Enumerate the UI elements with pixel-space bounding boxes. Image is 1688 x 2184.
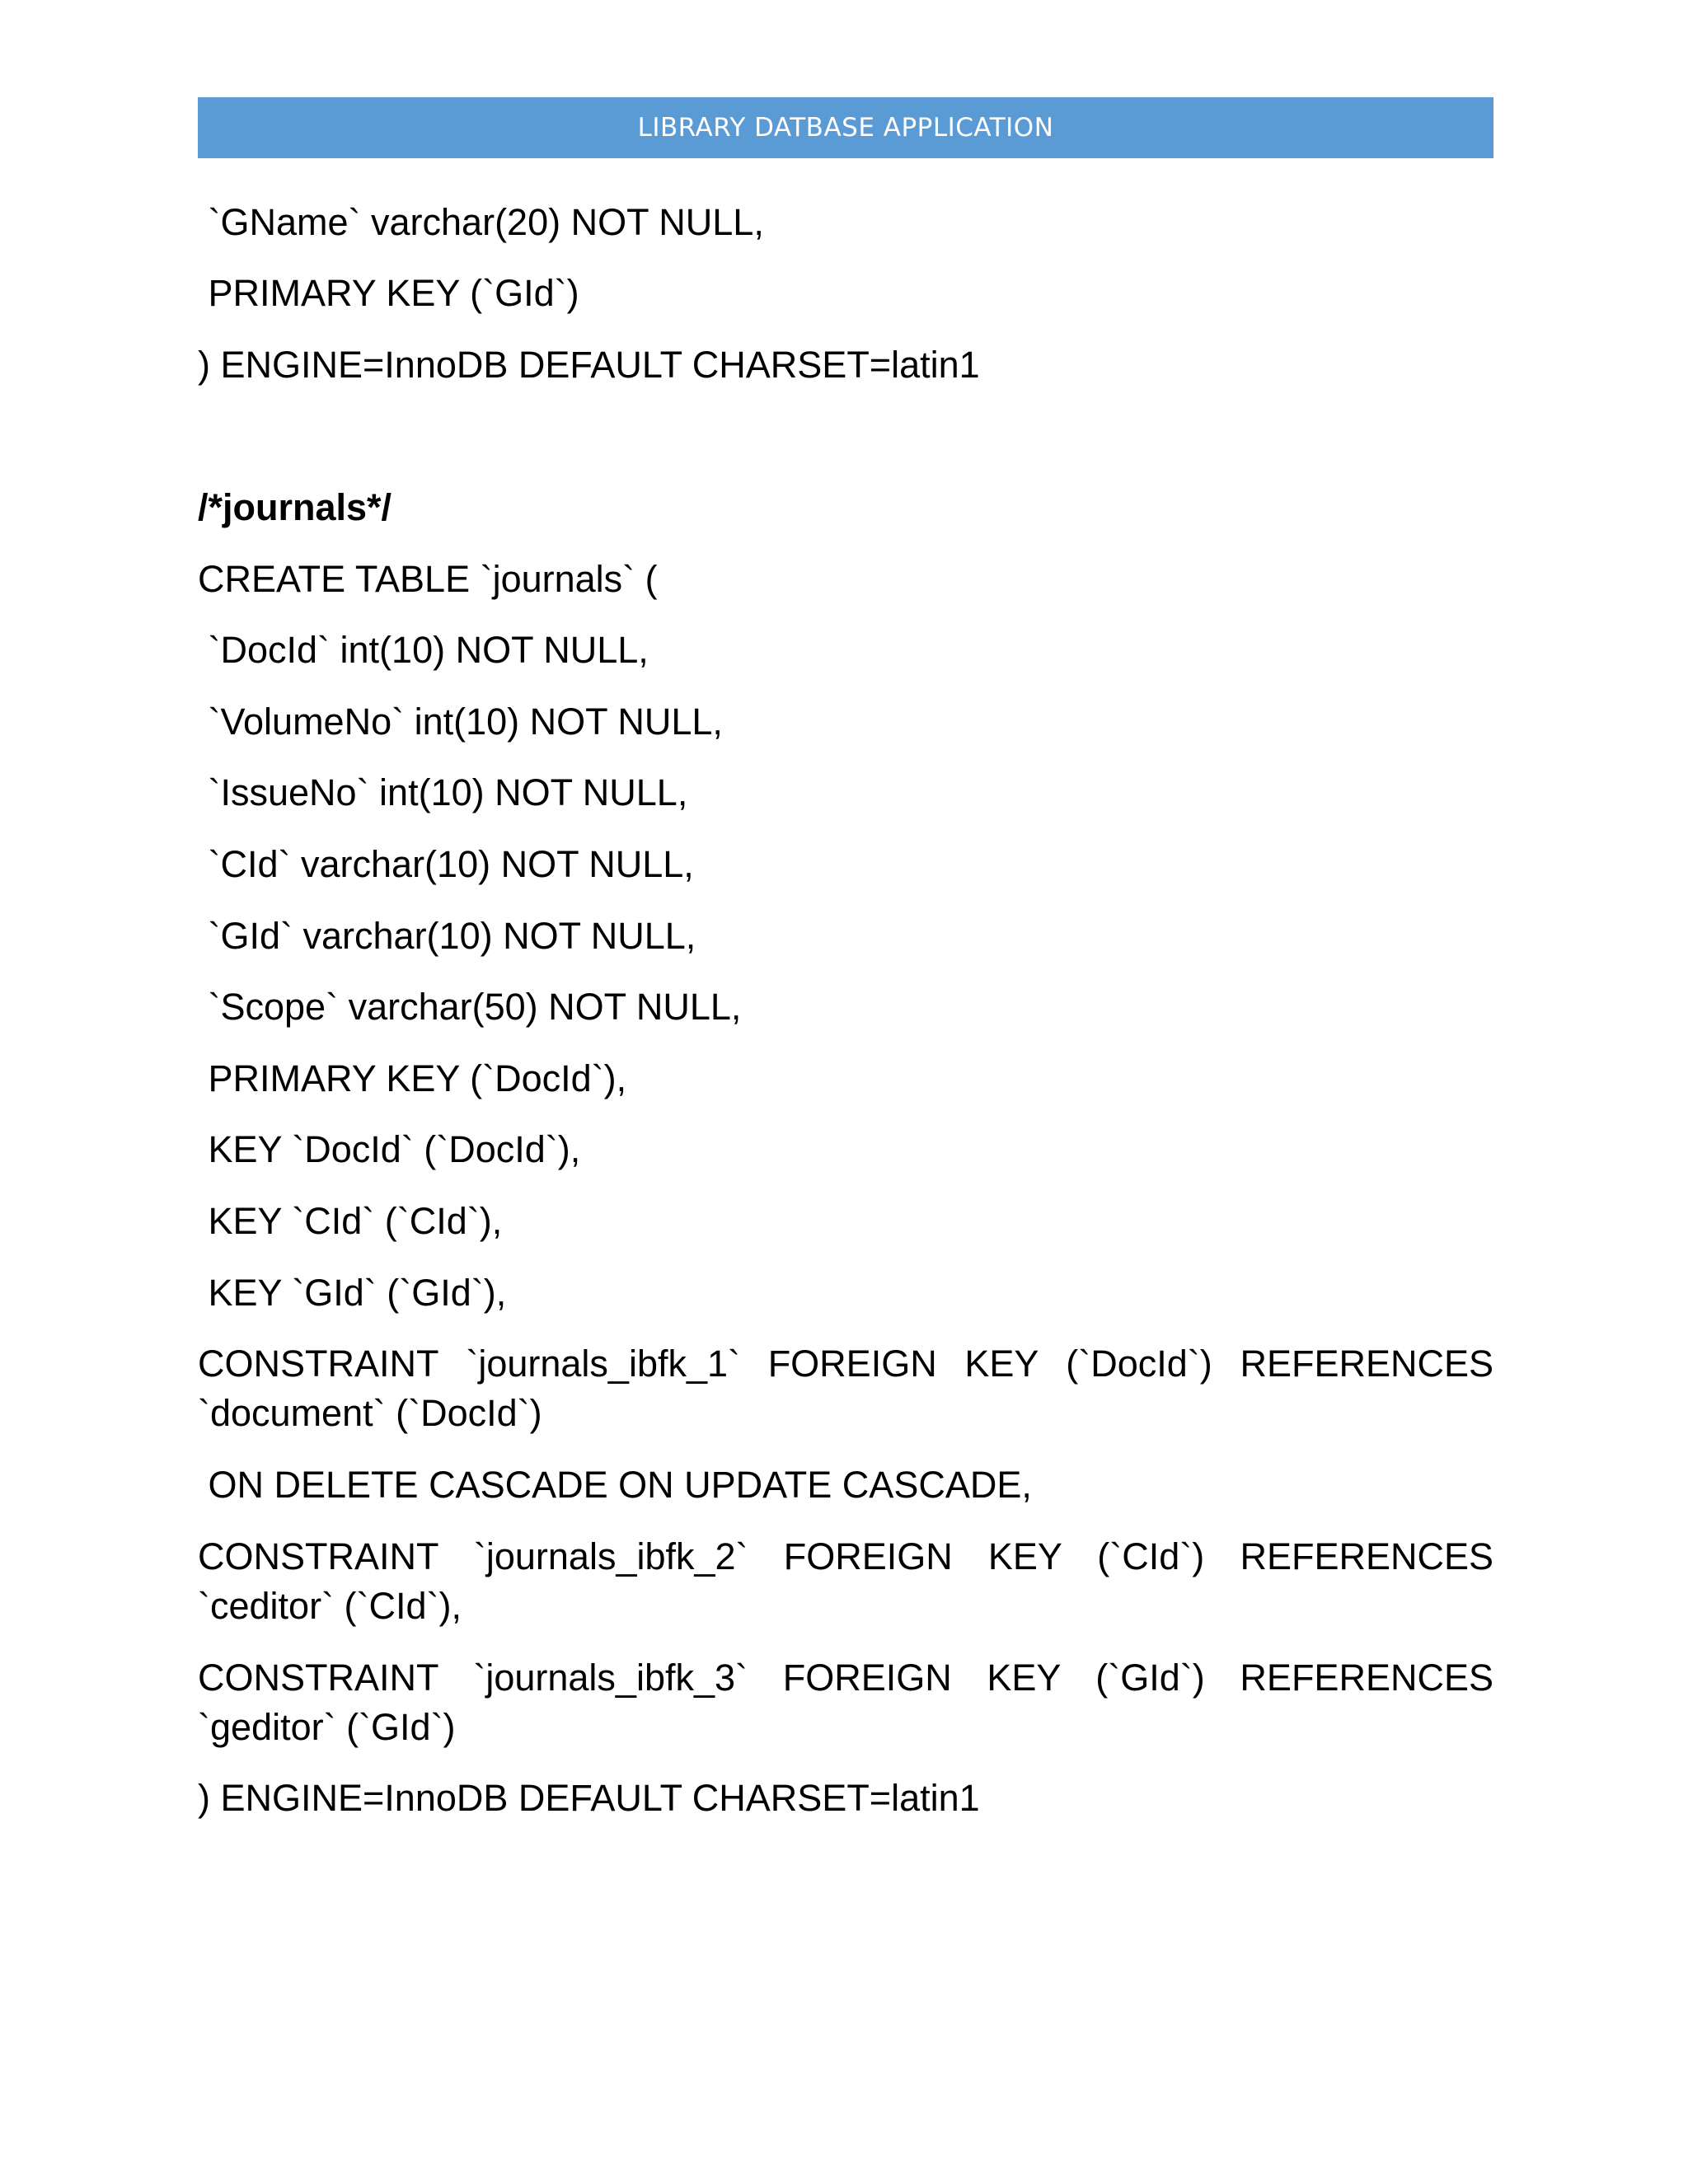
code-line: PRIMARY KEY (`DocId`), [198,1057,627,1099]
code-line: ON DELETE CASCADE ON UPDATE CASCADE, [198,1464,1032,1506]
code-line: `CId` varchar(10) NOT NULL, [198,843,694,885]
code-line: CONSTRAINT `journals_ibfk_1` FOREIGN KEY (`DocId`) REFERENCES [198,1343,1493,1385]
code-line: `GName` varchar(20) NOT NULL, [198,201,764,243]
code-line: `IssueNo` int(10) NOT NULL, [198,771,688,813]
section-comment: /*journals*/ [198,486,392,528]
code-line: ) ENGINE=InnoDB DEFAULT CHARSET=latin1 [198,344,980,386]
constraint-block-2 [198,1532,1493,1631]
code-line: `DocId` int(10) NOT NULL, [198,629,649,671]
code-line: `Scope` varchar(50) NOT NULL, [198,986,742,1028]
code-line: `document` (`DocId`) [198,1392,542,1434]
code-line: CONSTRAINT `journals_ibfk_2` FOREIGN KEY (`CId`) REFERENCES [198,1535,1493,1577]
constraint-block-1 [198,1339,1493,1438]
page-header-title: LIBRARY DATBASE APPLICATION [637,113,1054,143]
code-line: ) ENGINE=InnoDB DEFAULT CHARSET=latin1 [198,1777,980,1819]
code-line: KEY `GId` (`GId`), [198,1272,507,1314]
code-line: KEY `DocId` (`DocId`), [198,1128,581,1170]
page-header-bar [198,97,1493,158]
code-line: CONSTRAINT `journals_ibfk_3` FOREIGN KEY (`GId`) REFERENCES [198,1657,1493,1699]
constraint-block-3 [198,1653,1493,1752]
code-line: CREATE TABLE `journals` ( [198,558,658,600]
code-line: `ceditor` (`CId`), [198,1585,462,1627]
code-line: `GId` varchar(10) NOT NULL, [198,915,696,957]
code-line: `VolumeNo` int(10) NOT NULL, [198,701,723,743]
code-line: KEY `CId` (`CId`), [198,1200,503,1242]
code-line: `geditor` (`GId`) [198,1706,456,1748]
code-line: PRIMARY KEY (`GId`) [198,272,579,314]
